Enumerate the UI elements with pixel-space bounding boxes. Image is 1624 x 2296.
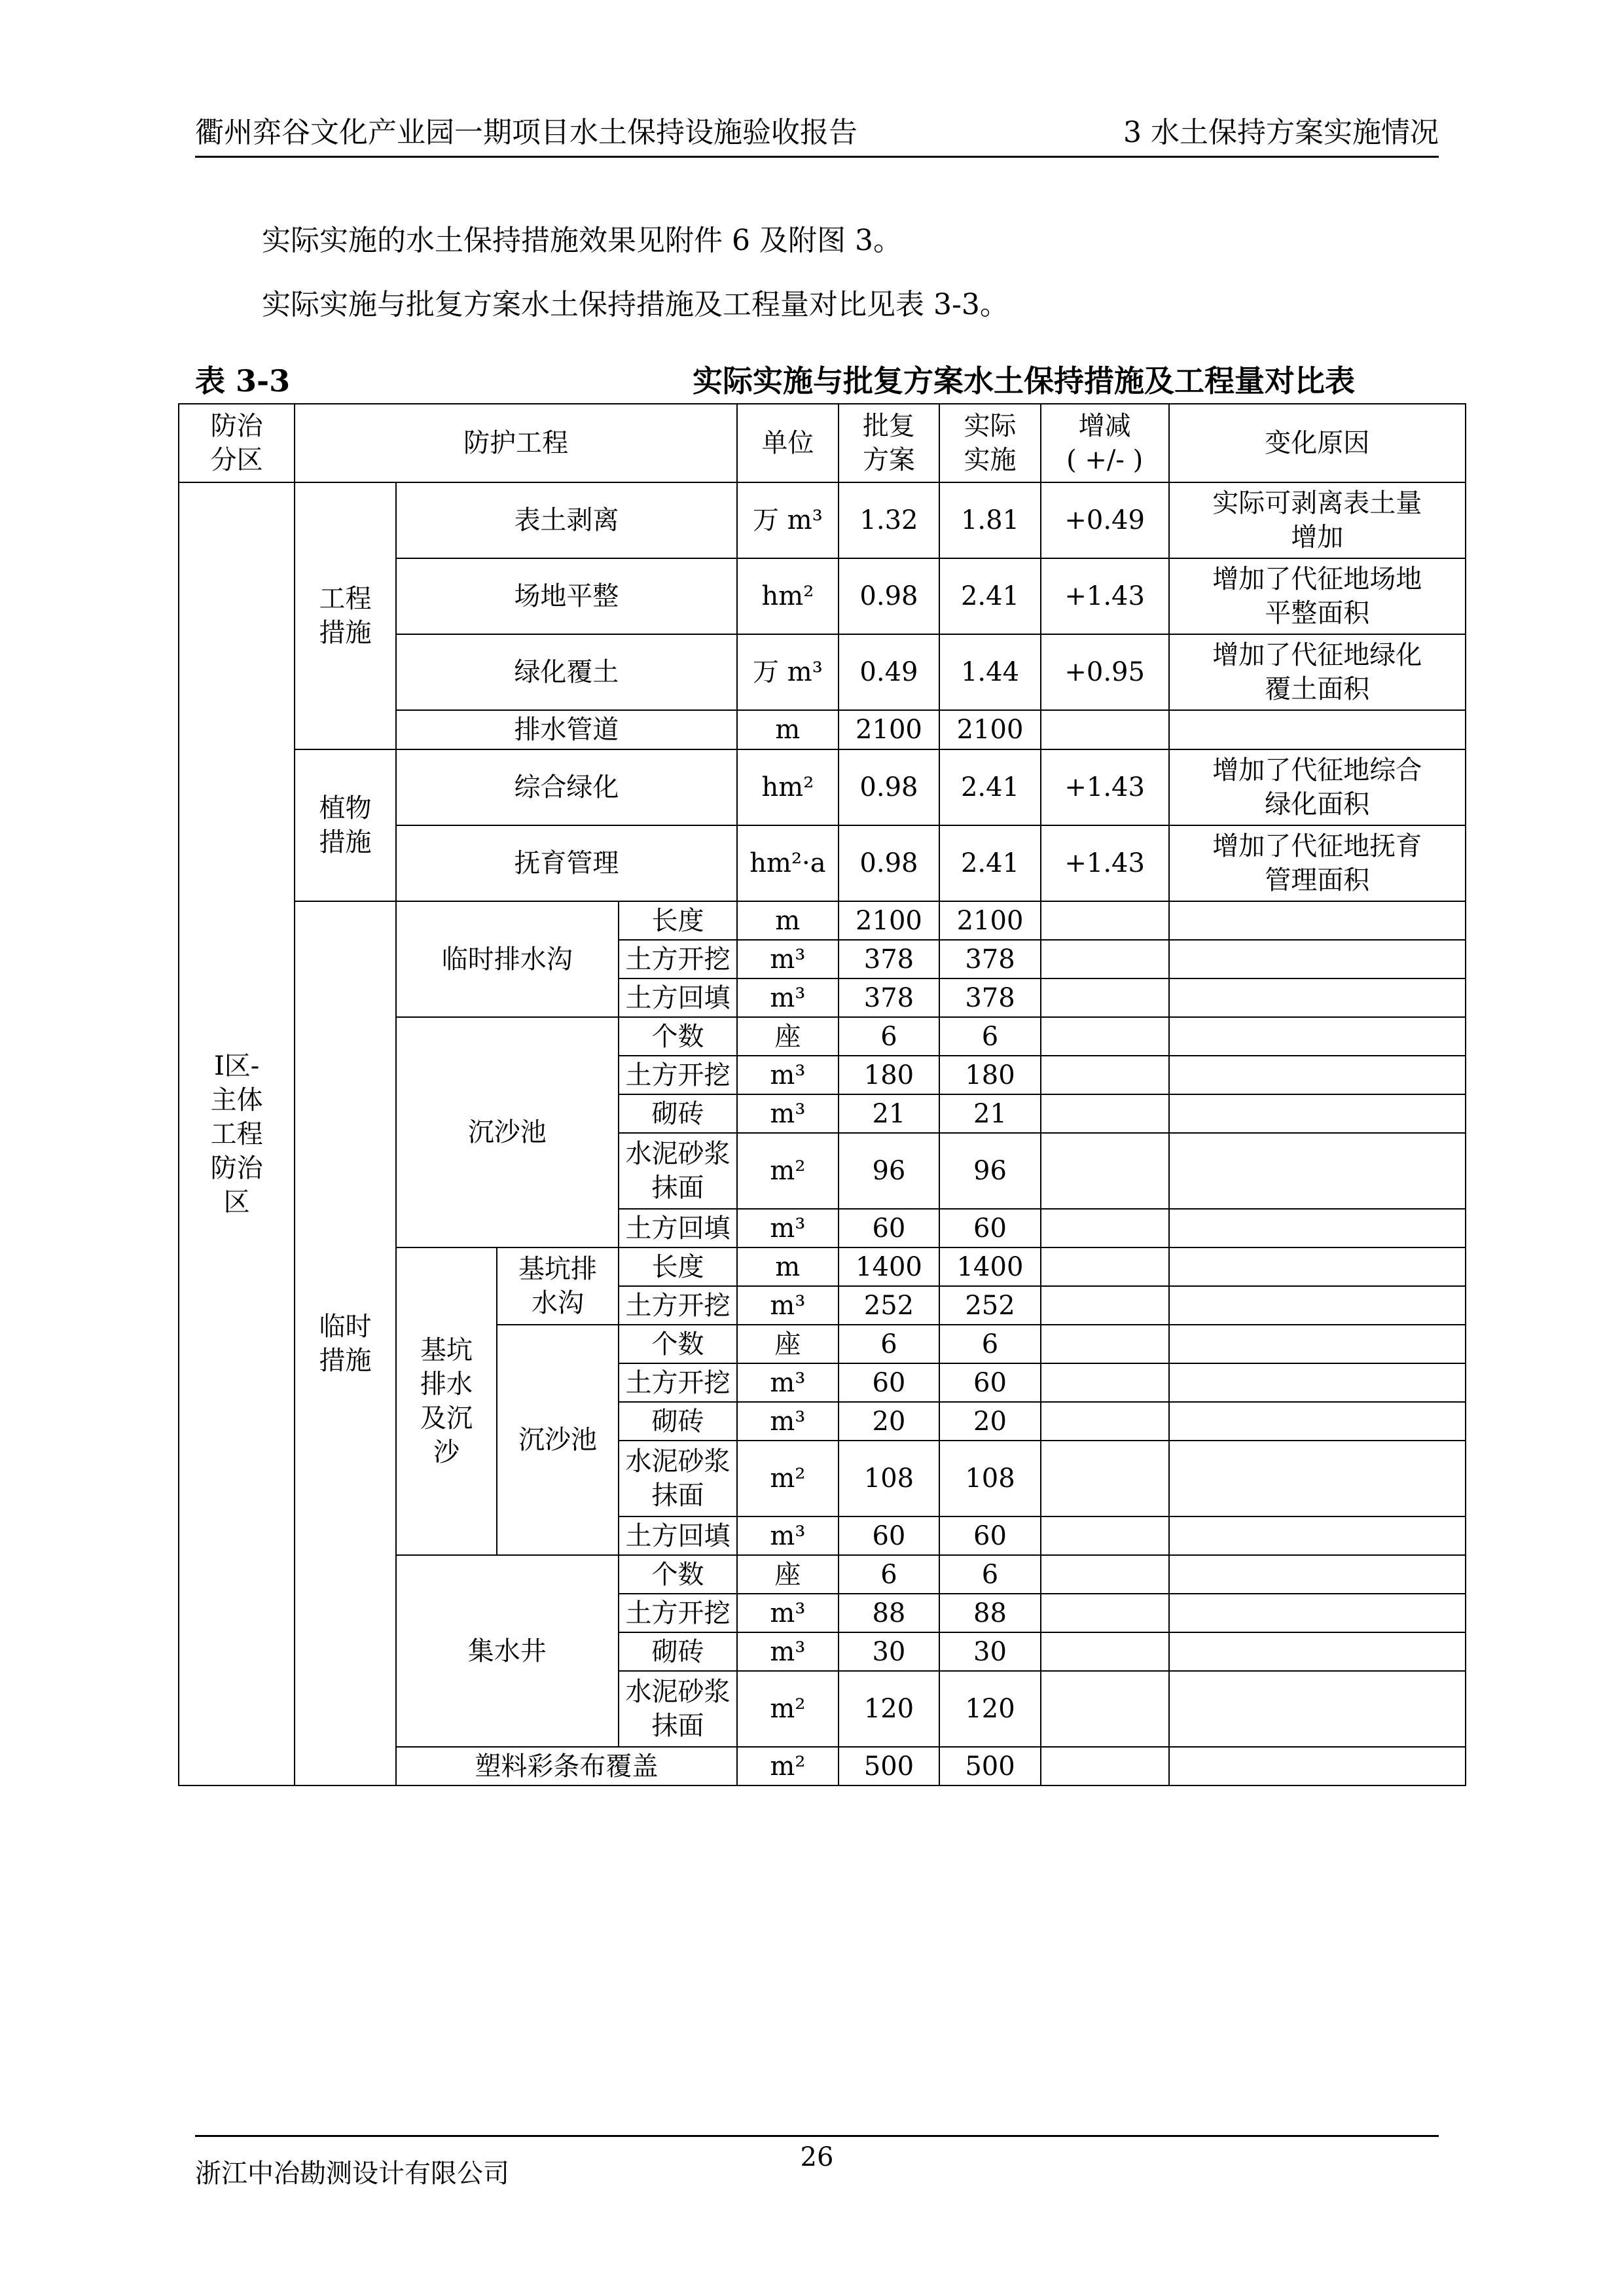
item-cell: 个数 xyxy=(619,1017,737,1056)
actual-cell: 88 xyxy=(939,1594,1041,1632)
item-cell: 表土剥离 xyxy=(396,482,737,558)
reason-cell xyxy=(1169,1286,1466,1325)
change-cell xyxy=(1041,1094,1169,1133)
reason-cell: 增加了代征地绿化 覆土面积 xyxy=(1169,634,1466,710)
approved-cell: 60 xyxy=(839,1516,940,1555)
unit-cell: m³ xyxy=(737,940,839,978)
actual-cell: 378 xyxy=(939,978,1041,1017)
change-cell xyxy=(1041,1209,1169,1247)
unit-cell: m² xyxy=(737,1133,839,1209)
change-cell: +1.43 xyxy=(1041,558,1169,634)
actual-cell: 120 xyxy=(939,1671,1041,1747)
approved-cell: 1.32 xyxy=(839,482,940,558)
actual-cell: 108 xyxy=(939,1441,1041,1516)
approved-cell: 120 xyxy=(839,1671,940,1747)
change-cell xyxy=(1041,1402,1169,1441)
table-row xyxy=(179,482,1466,558)
unit-cell: m³ xyxy=(737,1632,839,1671)
approved-cell: 30 xyxy=(839,1632,940,1671)
body-paragraph-2: 实际实施与批复方案水土保持措施及工程量对比见表 3-3。 xyxy=(262,288,1009,321)
unit-cell: 万 m³ xyxy=(737,634,839,710)
unit-cell: m³ xyxy=(737,1094,839,1133)
approved-cell: 6 xyxy=(839,1017,940,1056)
approved-cell: 0.98 xyxy=(839,558,940,634)
group-pit-ditch: 基坑排 水沟 xyxy=(497,1247,618,1325)
change-cell xyxy=(1041,1516,1169,1555)
actual-cell: 500 xyxy=(939,1747,1041,1785)
reason-cell xyxy=(1169,1247,1466,1286)
group-sediment-pond: 沉沙池 xyxy=(396,1017,619,1247)
item-cell: 砌砖 xyxy=(619,1402,737,1441)
change-cell: +0.49 xyxy=(1041,482,1169,558)
footer-company: 浙江中冶勘测设计有限公司 xyxy=(195,2159,509,2189)
item-cell: 水泥砂浆 抹面 xyxy=(619,1133,737,1209)
header-actual: 实际 实施 xyxy=(939,404,1041,482)
item-cell: 个数 xyxy=(619,1555,737,1594)
change-cell xyxy=(1041,1133,1169,1209)
change-cell xyxy=(1041,1056,1169,1094)
reason-cell xyxy=(1169,1363,1466,1402)
change-cell xyxy=(1041,1441,1169,1516)
item-cell: 长度 xyxy=(619,1247,737,1286)
header-approved: 批复 方案 xyxy=(839,404,940,482)
actual-cell: 2.41 xyxy=(939,558,1041,634)
reason-cell: 增加了代征地抚育 管理面积 xyxy=(1169,825,1466,901)
change-cell xyxy=(1041,1594,1169,1632)
change-cell xyxy=(1041,710,1169,749)
actual-cell: 1.81 xyxy=(939,482,1041,558)
unit-cell: m³ xyxy=(737,978,839,1017)
change-cell xyxy=(1041,1325,1169,1363)
item-cell: 场地平整 xyxy=(396,558,737,634)
table-row xyxy=(179,901,1466,940)
table-header-row xyxy=(179,404,1466,482)
change-cell xyxy=(1041,1286,1169,1325)
actual-cell: 60 xyxy=(939,1516,1041,1555)
item-cell: 土方开挖 xyxy=(619,1056,737,1094)
approved-cell: 6 xyxy=(839,1555,940,1594)
approved-cell: 60 xyxy=(839,1363,940,1402)
reason-cell xyxy=(1169,1325,1466,1363)
reason-cell xyxy=(1169,1056,1466,1094)
item-cell: 抚育管理 xyxy=(396,825,737,901)
comparison-table xyxy=(178,403,1466,1786)
reason-cell: 增加了代征地综合 绿化面积 xyxy=(1169,749,1466,825)
unit-cell: m xyxy=(737,901,839,940)
category-plant: 植物 措施 xyxy=(295,749,396,901)
group-temp-ditch: 临时排水沟 xyxy=(396,901,619,1017)
unit-cell: m³ xyxy=(737,1594,839,1632)
unit-cell: m² xyxy=(737,1671,839,1747)
unit-cell: m xyxy=(737,1247,839,1286)
category-engineering: 工程 措施 xyxy=(295,482,396,749)
header-zone: 防治 分区 xyxy=(179,404,295,482)
group-pit-pond: 沉沙池 xyxy=(497,1325,618,1555)
unit-cell: hm²·a xyxy=(737,825,839,901)
unit-cell: m³ xyxy=(737,1516,839,1555)
reason-cell xyxy=(1169,1402,1466,1441)
reason-cell xyxy=(1169,1671,1466,1747)
unit-cell: m² xyxy=(737,1441,839,1516)
reason-cell xyxy=(1169,940,1466,978)
change-cell xyxy=(1041,978,1169,1017)
reason-cell xyxy=(1169,1017,1466,1056)
unit-cell: m² xyxy=(737,1747,839,1785)
actual-cell: 6 xyxy=(939,1555,1041,1594)
reason-cell xyxy=(1169,978,1466,1017)
approved-cell: 0.98 xyxy=(839,825,940,901)
approved-cell: 0.49 xyxy=(839,634,940,710)
change-cell xyxy=(1041,940,1169,978)
item-cell: 土方开挖 xyxy=(619,1594,737,1632)
item-cell: 水泥砂浆 抹面 xyxy=(619,1441,737,1516)
item-cell: 土方回填 xyxy=(619,978,737,1017)
item-cell: 个数 xyxy=(619,1325,737,1363)
header-change: 增减 ( +/- ) xyxy=(1041,404,1169,482)
reason-cell xyxy=(1169,1441,1466,1516)
change-cell xyxy=(1041,1363,1169,1402)
approved-cell: 2100 xyxy=(839,901,940,940)
zone-cell: Ⅰ区- 主体 工程 防治 区 xyxy=(179,482,295,1785)
approved-cell: 108 xyxy=(839,1441,940,1516)
item-cell: 砌砖 xyxy=(619,1094,737,1133)
approved-cell: 378 xyxy=(839,978,940,1017)
reason-cell xyxy=(1169,1632,1466,1671)
unit-cell: m³ xyxy=(737,1056,839,1094)
actual-cell: 2.41 xyxy=(939,825,1041,901)
actual-cell: 2100 xyxy=(939,901,1041,940)
item-cell: 砌砖 xyxy=(619,1632,737,1671)
group-pit-drain: 基坑 排水 及沉 沙 xyxy=(396,1247,497,1555)
item-cell: 土方回填 xyxy=(619,1209,737,1247)
actual-cell: 21 xyxy=(939,1094,1041,1133)
item-cell: 土方开挖 xyxy=(619,940,737,978)
approved-cell: 96 xyxy=(839,1133,940,1209)
change-cell: +1.43 xyxy=(1041,749,1169,825)
item-cell: 土方回填 xyxy=(619,1516,737,1555)
table-row xyxy=(179,749,1466,825)
table-caption xyxy=(195,352,1439,398)
reason-cell xyxy=(1169,1133,1466,1209)
reason-cell xyxy=(1169,1555,1466,1594)
table-number: 表 3-3 xyxy=(195,363,291,399)
header-unit: 单位 xyxy=(737,404,839,482)
change-cell xyxy=(1041,1632,1169,1671)
approved-cell: 1400 xyxy=(839,1247,940,1286)
change-cell xyxy=(1041,1671,1169,1747)
actual-cell: 180 xyxy=(939,1056,1041,1094)
page-footer xyxy=(195,2135,1439,2189)
reason-cell xyxy=(1169,710,1466,749)
approved-cell: 21 xyxy=(839,1094,940,1133)
header-reason: 变化原因 xyxy=(1169,404,1466,482)
reason-cell: 增加了代征地场地 平整面积 xyxy=(1169,558,1466,634)
unit-cell: 万 m³ xyxy=(737,482,839,558)
unit-cell: m³ xyxy=(737,1286,839,1325)
actual-cell: 2100 xyxy=(939,710,1041,749)
item-cell: 长度 xyxy=(619,901,737,940)
approved-cell: 88 xyxy=(839,1594,940,1632)
change-cell: +1.43 xyxy=(1041,825,1169,901)
item-cell: 土方开挖 xyxy=(619,1363,737,1402)
approved-cell: 180 xyxy=(839,1056,940,1094)
header-project: 防护工程 xyxy=(295,404,737,482)
actual-cell: 252 xyxy=(939,1286,1041,1325)
unit-cell: m³ xyxy=(737,1209,839,1247)
reason-cell xyxy=(1169,1594,1466,1632)
approved-cell: 20 xyxy=(839,1402,940,1441)
actual-cell: 6 xyxy=(939,1017,1041,1056)
unit-cell: m xyxy=(737,710,839,749)
actual-cell: 20 xyxy=(939,1402,1041,1441)
actual-cell: 60 xyxy=(939,1363,1041,1402)
actual-cell: 96 xyxy=(939,1133,1041,1209)
change-cell xyxy=(1041,1747,1169,1785)
actual-cell: 1400 xyxy=(939,1247,1041,1286)
change-cell xyxy=(1041,1247,1169,1286)
unit-cell: hm² xyxy=(737,558,839,634)
header-section-title: 3 水土保持方案实施情况 xyxy=(1123,116,1439,149)
approved-cell: 0.98 xyxy=(839,749,940,825)
item-cell: 水泥砂浆 抹面 xyxy=(619,1671,737,1747)
approved-cell: 6 xyxy=(839,1325,940,1363)
item-cell: 土方开挖 xyxy=(619,1286,737,1325)
approved-cell: 2100 xyxy=(839,710,940,749)
reason-cell xyxy=(1169,1094,1466,1133)
actual-cell: 1.44 xyxy=(939,634,1041,710)
table-title: 实际实施与批复方案水土保持措施及工程量对比表 xyxy=(693,363,1355,399)
actual-cell: 378 xyxy=(939,940,1041,978)
unit-cell: m³ xyxy=(737,1402,839,1441)
actual-cell: 60 xyxy=(939,1209,1041,1247)
change-cell xyxy=(1041,901,1169,940)
reason-cell xyxy=(1169,1747,1466,1785)
approved-cell: 60 xyxy=(839,1209,940,1247)
unit-cell: 座 xyxy=(737,1017,839,1056)
item-cell: 排水管道 xyxy=(396,710,737,749)
change-cell: +0.95 xyxy=(1041,634,1169,710)
unit-cell: 座 xyxy=(737,1555,839,1594)
unit-cell: m³ xyxy=(737,1363,839,1402)
item-cell: 绿化覆土 xyxy=(396,634,737,710)
body-paragraph-1: 实际实施的水土保持措施效果见附件 6 及附图 3。 xyxy=(262,224,902,257)
header-report-title: 衢州弈谷文化产业园一期项目水土保持设施验收报告 xyxy=(195,116,857,149)
change-cell xyxy=(1041,1017,1169,1056)
reason-cell xyxy=(1169,1516,1466,1555)
actual-cell: 2.41 xyxy=(939,749,1041,825)
item-cell: 综合绿化 xyxy=(396,749,737,825)
unit-cell: hm² xyxy=(737,749,839,825)
reason-cell xyxy=(1169,1209,1466,1247)
page-header xyxy=(195,110,1439,158)
change-cell xyxy=(1041,1555,1169,1594)
group-sump: 集水井 xyxy=(396,1555,619,1747)
actual-cell: 6 xyxy=(939,1325,1041,1363)
approved-cell: 378 xyxy=(839,940,940,978)
approved-cell: 500 xyxy=(839,1747,940,1785)
reason-cell xyxy=(1169,901,1466,940)
page-number: 26 xyxy=(800,2142,834,2172)
reason-cell: 实际可剥离表土量 增加 xyxy=(1169,482,1466,558)
unit-cell: 座 xyxy=(737,1325,839,1363)
item-cell: 塑料彩条布覆盖 xyxy=(396,1747,737,1785)
category-temporary: 临时 措施 xyxy=(295,901,396,1785)
approved-cell: 252 xyxy=(839,1286,940,1325)
actual-cell: 30 xyxy=(939,1632,1041,1671)
